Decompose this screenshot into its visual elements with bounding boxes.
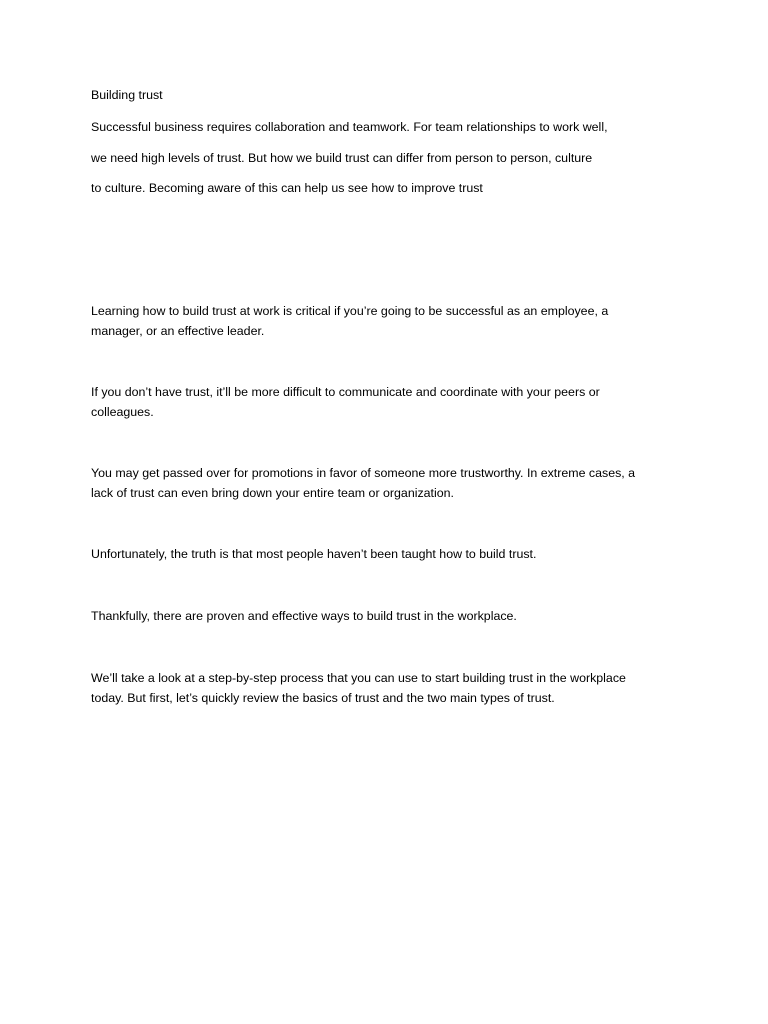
paragraph-line: We’ll take a look at a step-by-step process that you can use to start building trust in the workplace — [91, 671, 626, 685]
paragraph-line: If you don’t have trust, it’ll be more difficult to communicate and coordinate with your peers or — [91, 385, 600, 399]
paragraph-promotions — [91, 463, 681, 503]
document-title: Building trust — [91, 88, 163, 102]
paragraph-line: manager, or an effective leader. — [91, 324, 265, 338]
paragraph-unfortunately — [91, 544, 681, 564]
paragraph-line: Learning how to build trust at work is critical if you’re going to be successful as an employee, a — [91, 304, 609, 318]
intro-line: we need high levels of trust. But how we build trust can differ from person to person, culture — [91, 151, 593, 165]
paragraph-step-by-step — [91, 668, 681, 708]
intro-line: to culture. Becoming aware of this can help us see how to improve trust — [91, 181, 483, 195]
paragraph-line: lack of trust can even bring down your entire team or organization. — [91, 486, 454, 500]
paragraph-line: Thankfully, there are proven and effective ways to build trust in the workplace. — [91, 609, 517, 623]
paragraph-line: You may get passed over for promotions in favor of someone more trustworthy. In extreme cases, a — [91, 466, 636, 480]
paragraph-line: colleagues. — [91, 405, 154, 419]
paragraph-trust-at-work — [91, 301, 681, 341]
paragraph-line: Unfortunately, the truth is that most people haven’t been taught how to build trust. — [91, 547, 537, 561]
paragraph-line: today. But first, let’s quickly review the basics of trust and the two main types of trust. — [91, 691, 555, 705]
intro-line: Successful business requires collaboration and teamwork. For team relationships to work well, — [91, 120, 608, 134]
paragraph-thankfully — [91, 606, 681, 626]
paragraph-no-trust — [91, 382, 681, 422]
